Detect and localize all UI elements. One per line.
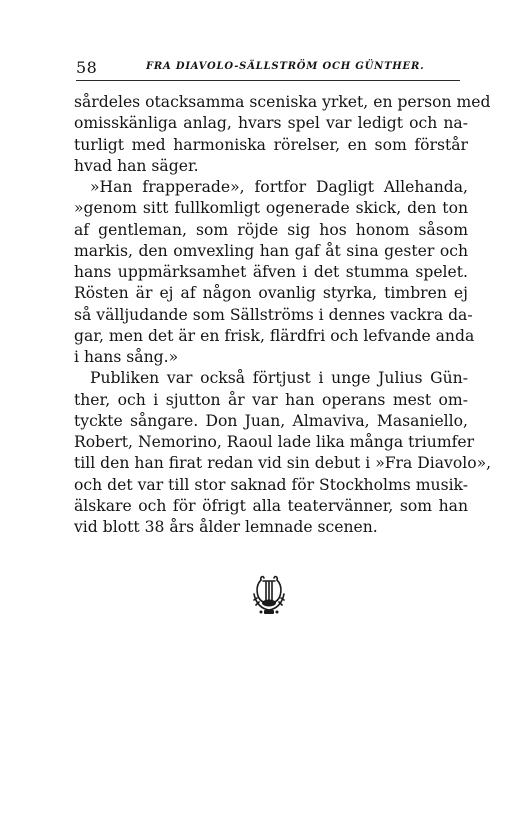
text-line: Robert, Nemorino, Raoul lade lika många triumfer <box>74 433 475 451</box>
text-line: hans uppmärksamhet äfven i det stumma spelet. <box>74 263 468 281</box>
body-text <box>74 92 492 538</box>
text-line: sårdeles otacksamma sceniska yrket, en person med <box>74 93 491 111</box>
text-line: af gentleman, som röjde sig hos honom såsom <box>74 220 468 239</box>
page-header <box>76 58 460 80</box>
text-line: så välljudande som Sällströms i dennes vackra da- <box>74 305 473 324</box>
running-head: FRA DIAVOLO-SÄLLSTRÖM OCH GÜNTHER. <box>146 61 425 72</box>
text-line: hvad han säger. <box>74 156 199 175</box>
text-line: och det var till stor saknad för Stockholms musik- <box>74 475 468 494</box>
text-line: gar, men det är en frisk, flärdfri och lefvande anda <box>74 326 475 345</box>
text-line: »genom sitt fullkomligt ogenerade skick, den ton <box>74 199 468 218</box>
text-line: omisskänliga anlag, hvars spel var ledigt och na- <box>74 114 468 133</box>
text-line: till den han firat redan vid sin debut i »Fra Diavolo», <box>74 454 492 473</box>
text-line: Rösten är ej af någon ovanlig styrka, timbren ej <box>74 284 468 303</box>
header-rule <box>76 80 460 81</box>
text-line: markis, den omvexling han gaf åt sina gester och <box>74 241 468 260</box>
text-line: »Han frapperade», fortfor Dagligt Allehanda, <box>90 178 468 196</box>
text-line: älskare och för öfrigt alla teatervänner, som han <box>74 496 468 515</box>
text-line: ther, och i sjutton år var han operans mest om- <box>74 390 468 409</box>
text-line: turligt med harmoniska rörelser, en som förstår <box>74 135 468 154</box>
text-line: Publiken var också förtjust i unge Julius Gün- <box>90 369 468 388</box>
lyre-vignette-icon <box>249 572 289 616</box>
text-line: tyckte sångare. Don Juan, Almaviva, Masaniello, <box>74 411 468 430</box>
page-number: 58 <box>76 58 98 77</box>
text-line: i hans sång.» <box>74 348 179 366</box>
text-line: vid blott 38 års ålder lemnade scenen. <box>74 518 378 536</box>
